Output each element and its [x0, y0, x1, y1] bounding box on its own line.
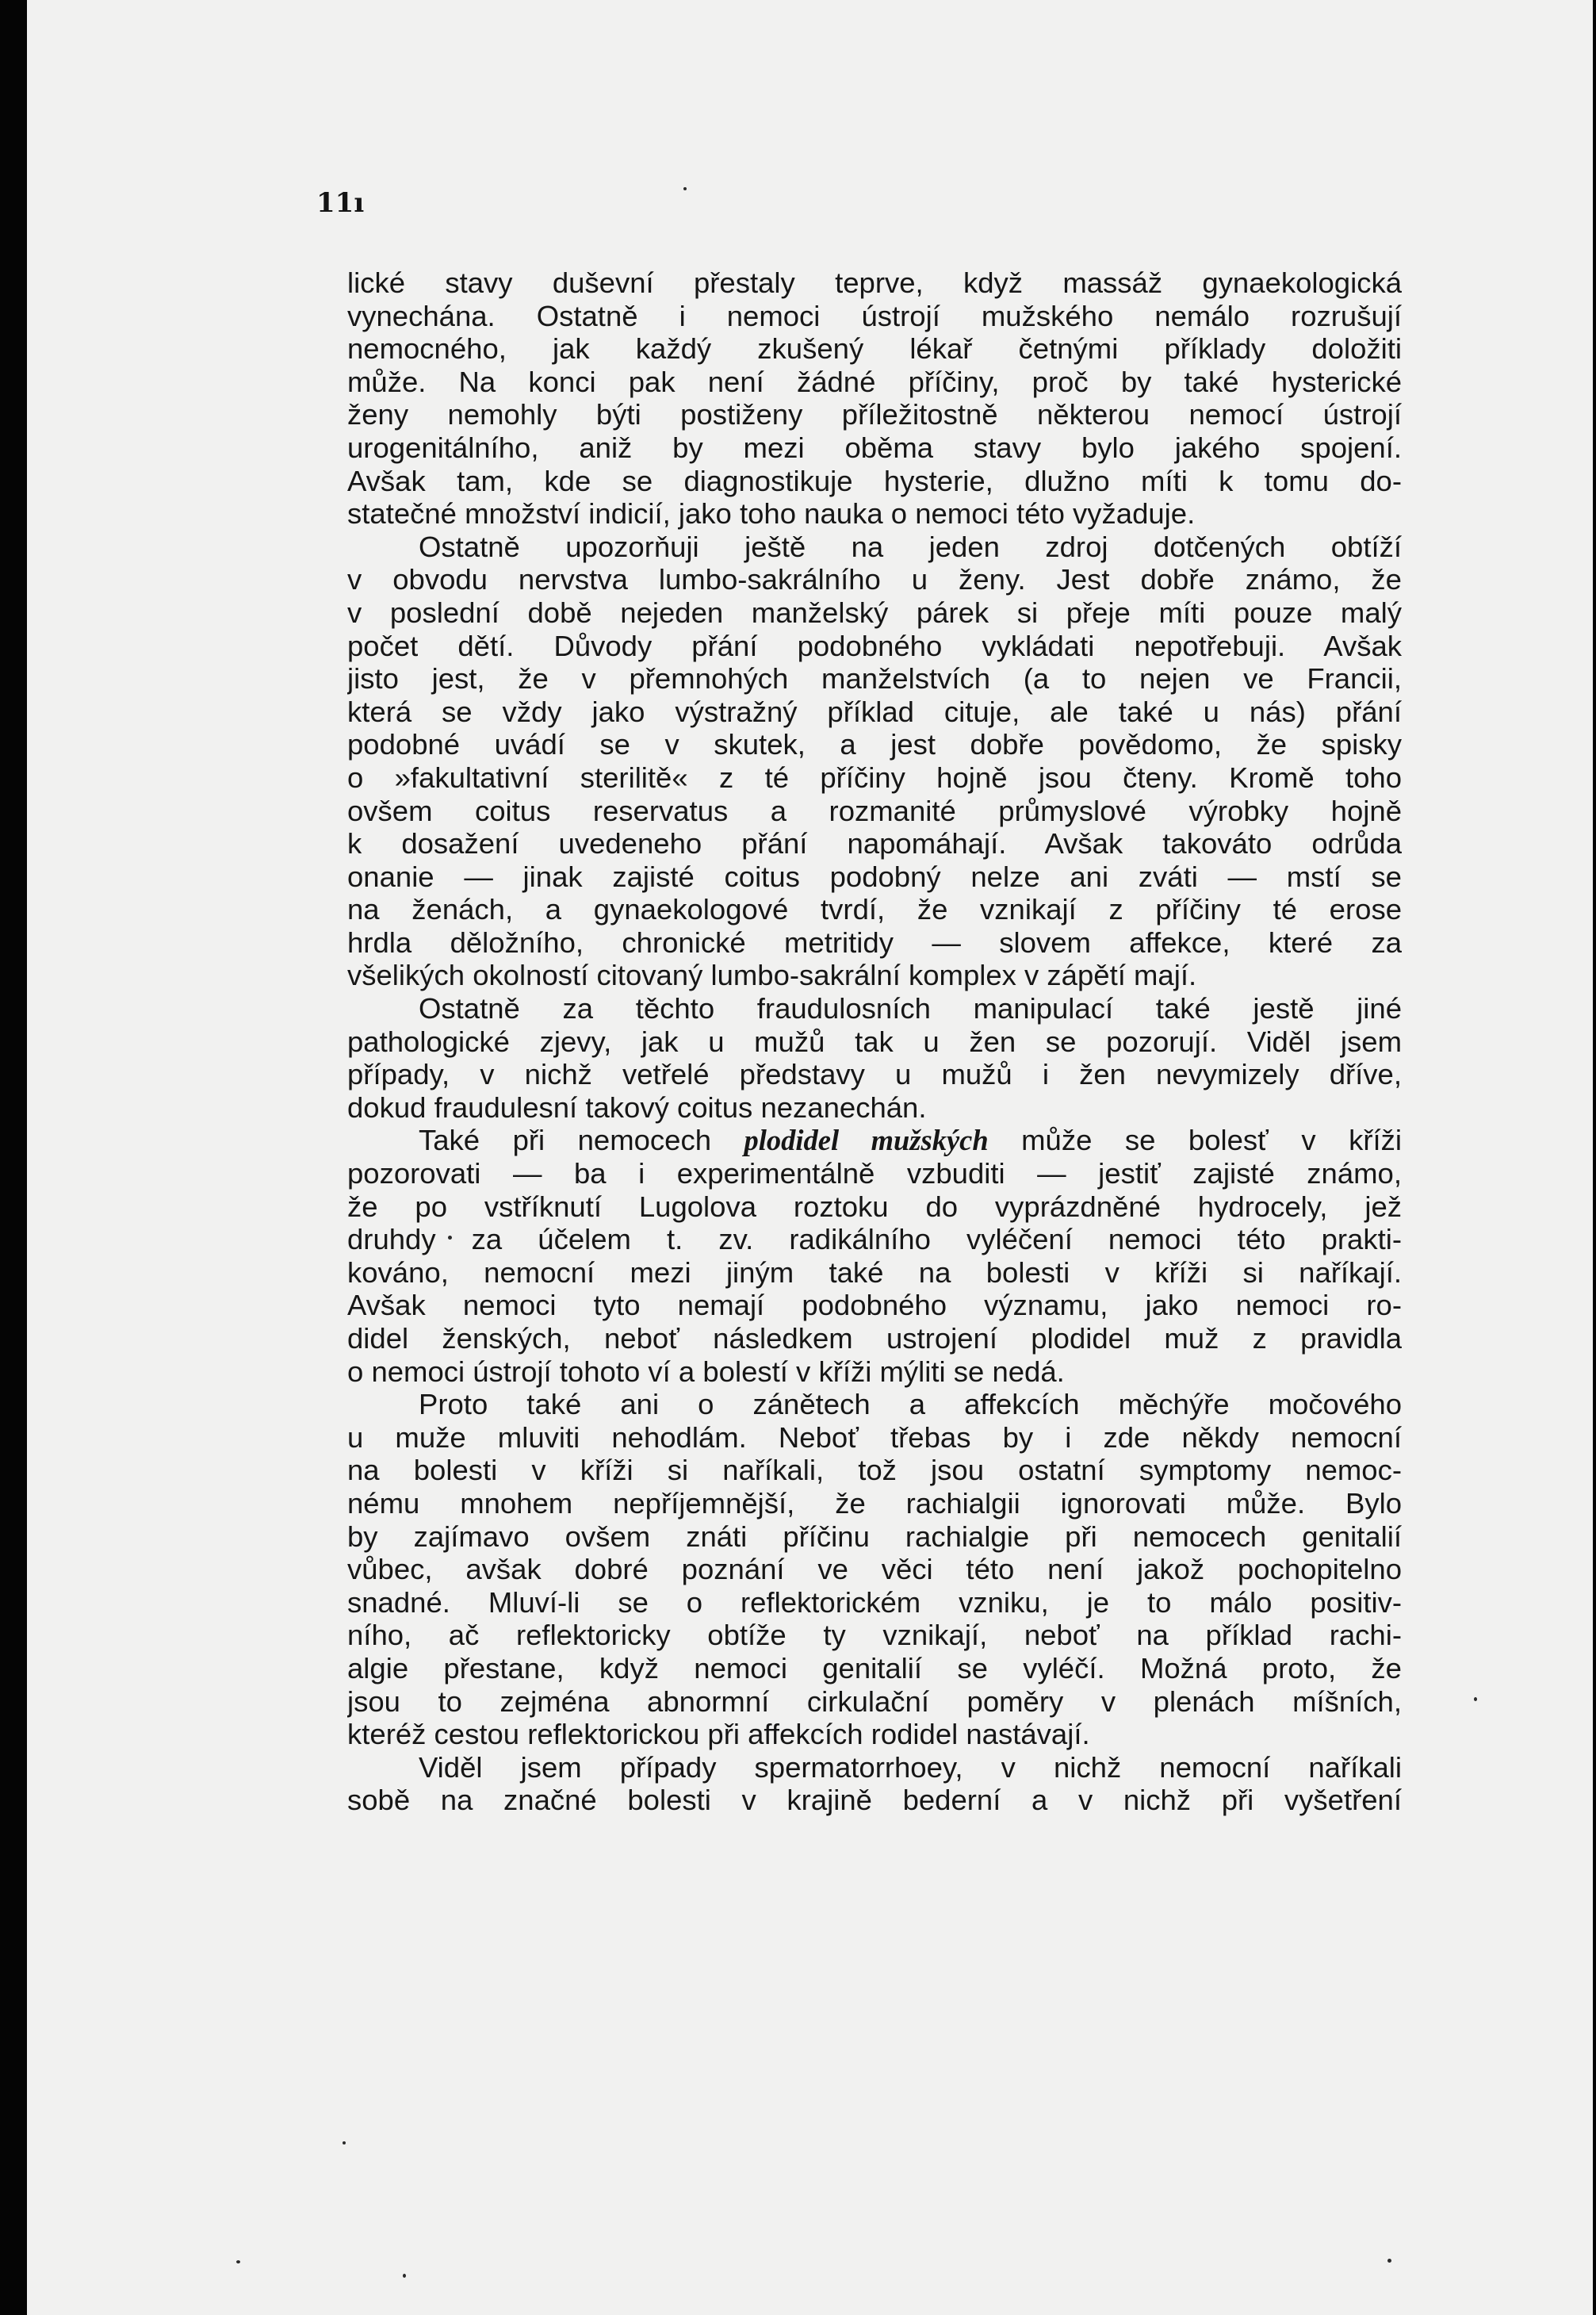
text-line: urogenitálního, aniž by mezi oběma stavy bylo jakého spojení. — [347, 431, 1402, 464]
text-line: Viděl jsem případy spermatorrhoey, v nichž nemocní naříkali — [419, 1750, 1402, 1784]
text-line: hrdla děložního, chronické metritidy — slovem affekce, které za — [347, 926, 1402, 959]
text-line: onanie — jinak zajisté coitus podobný nelze ani zváti — mstí se — [347, 860, 1402, 893]
text-line: jsou to zejména abnormní cirkulační poměry v plenách míšních, — [347, 1685, 1402, 1718]
text-line: pathologické zjevy, jak u mužů tak u žen se pozorují. Viděl jsem — [347, 1025, 1402, 1058]
text-line: Ostatně upozorňuji ještě na jeden zdroj dotčených obtíží — [419, 530, 1402, 563]
text-line: u muže mluviti nehodlám. Neboť třebas by i zde někdy nemocní — [347, 1420, 1402, 1454]
dust-speck — [1387, 2259, 1391, 2263]
text-line: ženy nemohly býti postiženy příležitostně některou nemocí ústrojí — [347, 398, 1402, 431]
dust-speck — [343, 2141, 346, 2144]
text-line: by zajímavo ovšem znáti příčinu rachialgie při nemocech genitalií — [347, 1520, 1402, 1553]
text-line: didel ženských, neboť následkem ustrojení plodidel muž z pravidla — [347, 1322, 1402, 1355]
emphasized-term: plodidel mužských — [744, 1124, 989, 1157]
text-line: na bolesti v kříži si naříkali, tož jsou ostatní symptomy nemoc- — [347, 1454, 1402, 1487]
text-line: že po vstříknutí Lugolova roztoku do vyprázdněné hydrocely, jež — [347, 1190, 1402, 1223]
text-line: o nemoci ústrojí tohoto ví a bolestí v kříži mýliti se nedá. — [347, 1355, 1065, 1388]
text-line: nému mnohem nepříjemnější, že rachialgii ignorovati může. Bylo — [347, 1486, 1402, 1520]
text-line: pozorovati — ba i experimentálně vzbuditi — jestiť zajisté známo, — [347, 1157, 1402, 1190]
page-number: 11ı — [316, 187, 365, 219]
text-line: dokud fraudulesní takový coitus nezanechán. — [347, 1090, 927, 1124]
text-line: sobě na značné bolesti v krajině bederní a v nichž při vyšetření — [347, 1784, 1402, 1817]
text-line: počet dětí. Důvody přání podobného vykládati nepotřebuji. Avšak — [347, 629, 1402, 662]
text-line: vynechána. Ostatně i nemoci ústrojí mužského nemálo rozrušují — [347, 299, 1402, 332]
text-line: kteréž cestou reflektorickou při affekcích rodidel nastávají. — [347, 1718, 1090, 1751]
text-line: Avšak tam, kde se diagnostikuje hysterie, dlužno míti k tomu do- — [347, 464, 1402, 497]
text-line: může. Na konci pak není žádné příčiny, proč by také hysterické — [347, 365, 1402, 398]
text-line: lické stavy duševní přestaly teprve, když massáž gynaekologická — [347, 266, 1402, 299]
text-line: druhdy za účelem t. zv. radikálního vyléčení nemoci této prakti- — [347, 1223, 1402, 1256]
text-line: kováno, nemocní mezi jiným také na bolesti v kříži si naříkají. — [347, 1255, 1402, 1289]
text-line: která se vždy jako výstražný příklad cituje, ale také u nás) přání — [347, 695, 1402, 728]
text-line: vůbec, avšak dobré poznání ve věci této není jakož pochopitelno — [347, 1553, 1402, 1586]
text-line: Proto také ani o zánětech a affekcích měchýře močového — [419, 1388, 1402, 1421]
text-line: případy, v nichž vetřelé představy u mužů i žen nevymizely dříve, — [347, 1058, 1402, 1091]
text-line: k dosažení uvedeneho přání napomáhají. Avšak takováto odrůda — [347, 827, 1402, 860]
text-line: Také při nemocech plodidel mužských může se bolesť v kříži — [419, 1124, 1402, 1157]
text-line: na ženách, a gynaekologové tvrdí, že vznikají z příčiny té erose — [347, 893, 1402, 926]
text-line: snadné. Mluví-li se o reflektorickém vzniku, je to málo positiv- — [347, 1585, 1402, 1619]
dust-speck — [683, 187, 687, 190]
text-line: nemocného, jak každý zkušený lékař četnými příklady doložiti — [347, 332, 1402, 366]
body-text — [347, 266, 1402, 1817]
text-line: všelikých okolností citovaný lumbo-sakrální komplex v zápětí mají. — [347, 959, 1197, 992]
text-line: podobné uvádí se v skutek, a jest dobře povědomo, že spisky — [347, 728, 1402, 761]
text-line: ního, ač reflektoricky obtíže ty vznikají, neboť na příklad rachi- — [347, 1619, 1402, 1652]
text-line: algie přestane, když nemoci genitalií se vyléčí. Možná proto, že — [347, 1651, 1402, 1685]
text-line: v poslední době nejeden manželský párek si přeje míti pouze malý — [347, 596, 1402, 629]
dust-speck — [236, 2260, 240, 2263]
text-line: v obvodu nervstva lumbo-sakrálního u ženy. Jest dobře známo, že — [347, 563, 1402, 596]
text-line: ovšem coitus reservatus a rozmanité průmyslové výrobky hojně — [347, 794, 1402, 827]
text-line: jisto jest, že v přemnohých manželstvích (a to nejen ve Francii, — [347, 662, 1402, 696]
text-line: o »fakultativní sterilitě« z té příčiny hojně jsou čteny. Kromě toho — [347, 761, 1402, 794]
dust-speck — [403, 2274, 406, 2278]
text-line: Avšak nemoci tyto nemají podobného významu, jako nemoci ro- — [347, 1289, 1402, 1322]
dust-speck — [1474, 1697, 1477, 1701]
text-line: statečné množství indicií, jako toho nauka o nemoci této vyžaduje. — [347, 497, 1196, 531]
text-line: Ostatně za těchto fraudulosních manipulací také jestě jiné — [419, 992, 1402, 1025]
